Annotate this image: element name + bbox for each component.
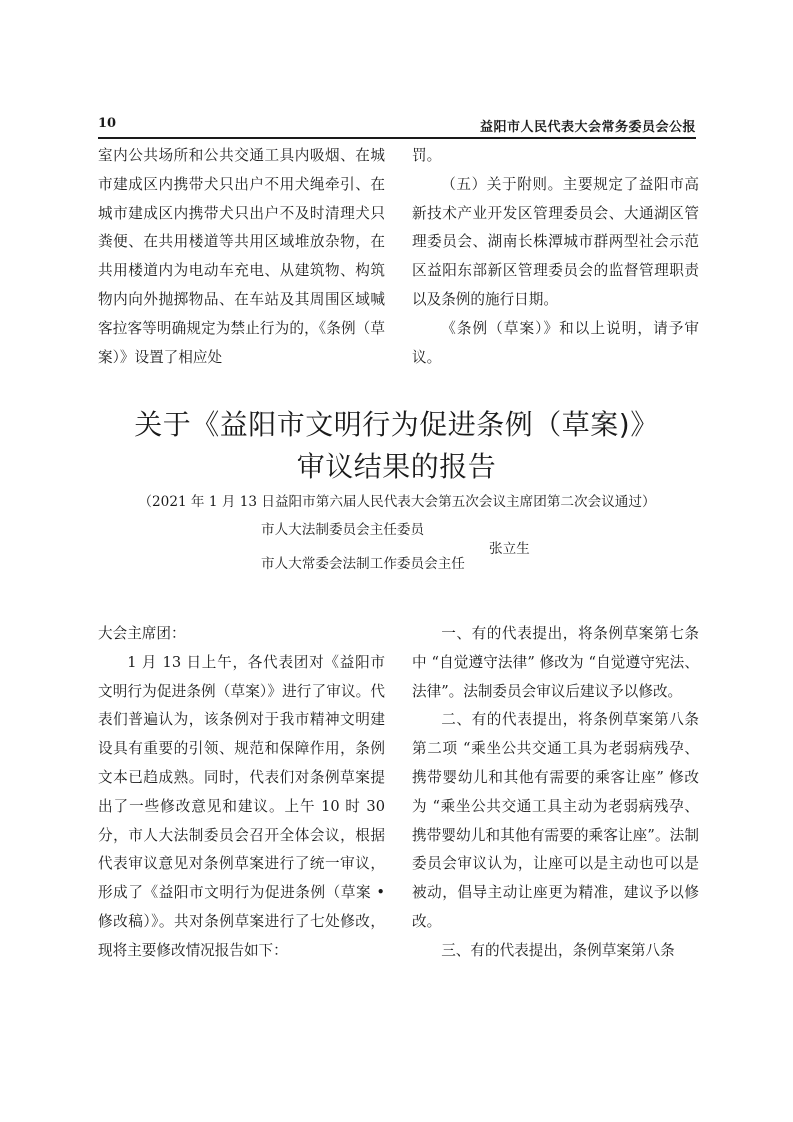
report-title-line-2: 审议结果的报告 xyxy=(296,450,497,483)
author-name: 张立生 xyxy=(489,541,530,557)
top-left-column xyxy=(98,142,385,372)
author-role-2: 市人大常委会法制工作委员会主任 xyxy=(261,556,465,572)
report-intro-paragraph: 1 月 13 日上午，各代表团对《益阳市文明行为促进条例（草案）》进行了审议。代表们普遍认为，该条例对于我市精神文明建设具有重要的引领、规范和保障作用，条例文本已趋成熟。同时，代表们对条例草案提出了一些修改意见和建议。上午 10 时 30 分，市人大法制委员会召开全体会议，根据代表审议意见对条例草案进行了统一审议，形成了《益阳市文明行为促进条例（草案 • 修改稿）》。共对条例草案进行了七处修改，现将主要修改情况报告如下： xyxy=(98,653,385,959)
revision-item-1: 一、有的代表提出，将条例草案第七条中 “自觉遵守法律” 修改为 “自觉遵守宪法、法律”。法制委员会审议后建议予以修改。 xyxy=(412,625,699,700)
header-rule xyxy=(98,137,696,139)
revision-item-2: 二、有的代表提出，将条例草案第八条第二项 “乘坐公共交通工具为老弱病残孕、携带婴幼儿和其他有需要的乘客让座” 修改为 “乘坐公共交通工具主动为老弱病残孕、携带婴幼儿和其他有需要的乘客让座”。法制委员会审议认为，让座可以是主动也可以是被动，倡导主动让座更为精准，建议予以修改。 xyxy=(412,711,699,930)
report-left-column xyxy=(98,620,385,966)
top-right-paragraph-3: 《条例（草案）》和以上说明，请予审议。 xyxy=(412,319,699,366)
revision-item-3: 三、有的代表提出，条例草案第八条 xyxy=(441,941,675,959)
running-header xyxy=(98,116,696,136)
report-subtitle: （2021 年 1 月 13 日益阳市第六届人民代表大会第五次会议主席团第二次会议通过） xyxy=(138,494,656,510)
report-title-line-1: 关于《益阳市文明行为促进条例（草案)》 xyxy=(134,408,659,441)
top-right-paragraph-1: 罚。 xyxy=(412,147,442,164)
top-right-column xyxy=(412,142,699,372)
salutation: 大会主席团： xyxy=(98,625,186,642)
top-left-paragraph: 室内公共场所和公共交通工具内吸烟、在城市建成区内携带犬只出户不用犬绳牵引、在城市建成区内携带犬只出户不及时清理犬只粪便、在共用楼道等共用区域堆放杂物，在共用楼道内为电动车充电、从建筑物、构筑物内向外抛掷物品、在车站及其周围区域喊客拉客等明确规定为禁止行为的，《条例（草案）》设置了相应处 xyxy=(98,147,385,366)
page-number: 10 xyxy=(98,116,117,131)
top-right-paragraph-2: （五）关于附则。主要规定了益阳市高新技术产业开发区管理委员会、大通湖区管理委员会、湖南长株潭城市群两型社会示范区益阳东部新区管理委员会的监督管理职责以及条例的施行日期。 xyxy=(412,175,699,308)
journal-title: 益阳市人民代表大会常务委员会公报 xyxy=(479,120,696,135)
report-right-column xyxy=(412,620,699,966)
author-role-1: 市人大法制委员会主任委员 xyxy=(261,522,425,538)
